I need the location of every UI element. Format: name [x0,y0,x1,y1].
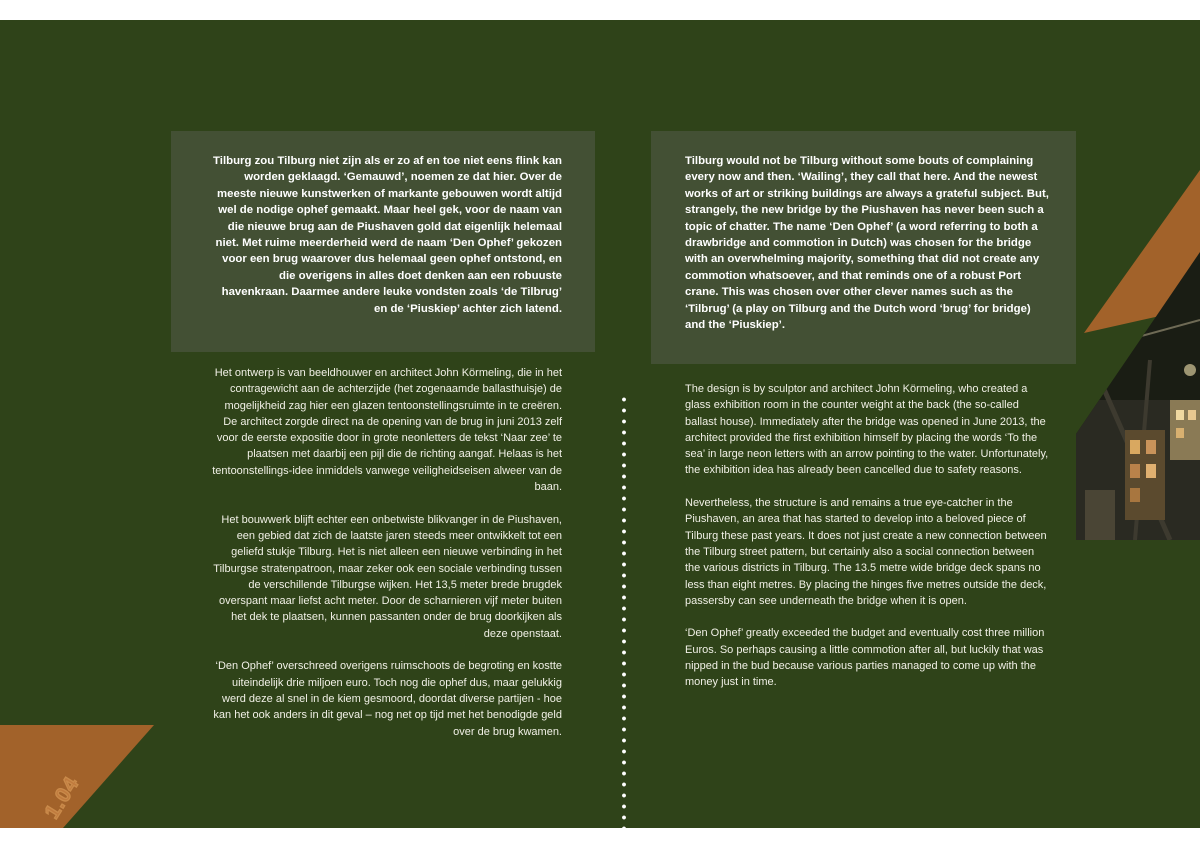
lead-box-dutch [171,131,595,352]
accent-stripe-bottom-left [0,725,154,828]
lead-text-dutch: Tilburg zou Tilburg niet zijn als er zo af en toe niet eens flink kan worden geklaagd. ‘Gemauwd’, noemen ze dat hier. Over de meeste nieuwe kunstwerken of markante gebouwen wordt altijd wel de nodige ophef gemaakt. Maar heel gek, voor de naam van die nieuwe brug aan de Piushaven gold dat eigenlijk helemaal niet. Met ruime meerderheid werd de naam ‘Den Ophef’ gekozen voor een brug waarover dus helemaal geen ophef ontstond, en die overigens in alles doet denken aan een robuuste havenkraan. Daarmee andere leuke vondsten zoals ‘de Tilbrug’ en de ‘Piuskiep’ achter zich latend. [213,155,562,315]
paragraph: Het bouwwerk blijft echter een onbetwiste blikvanger in de Piushaven, een gebied dat zich de laatste jaren steeds meer ontwikkelt tot een geliefd stukje Tilburg. Het is niet alleen een nieuwe verbinding in het Tilburgse stratenpatroon, maar zeker ook een sociale verbinding tussen de verschillende Tilburgse wijken. Het 13,5 meter brede brugdek overspant maar liefst acht meter. Door de scharnieren vijf meter buiten het dek te plaatsen, kunnen passanten onder de brug doorkijken als deze openstaat. [213,513,562,640]
paragraph: Het ontwerp is van beeldhouwer en architect John Körmeling, die in het contragewicht aan de achterzijde (het zogenaamde ballasthuisje) de mogelijkheid zag hier een glazen tentoonstellingsruimte in te creëren. De architect zorgde direct na de opening van de brug in juni 2013 zelf voor de eerste expositie door in grote neonletters de tekst ‘Naar zee’ te plaatsen met daarbij een pijl die de richting aangaf. Helaas is het tentoonstellings-idee inmiddels vanwege veiligheidseisen alweer van de baan. [212,367,562,494]
body-column-english [685,381,1049,707]
dotted-divider [621,394,627,828]
paragraph: The design is by sculptor and architect John Körmeling, who created a glass exhibition room in the counter weight at the back (the so-called ballast house). Immediately after the bridge was opened in June 2013, the architect provided the first exhibition himself by placing the words ‘To the sea’ in large neon letters with an arrow pointing to the water. Unfortunately, the exhibition idea has already been cancelled due to safety reasons. [685,383,1049,477]
lead-text-english: Tilburg would not be Tilburg without some bouts of complaining every now and then. ‘Wailing’, they call that here. And the newest works of art or striking buildings are always a grateful subject. But, strangely, the new bridge by the Piushaven has never been such a topic of chatter. The name ‘Den Ophef’ (a word referring to both a drawbridge and commotion in Dutch) was chosen for the bridge with an overwhelming majority, something that did not create any commotion whatsoever, and that reminds one of a robust Port crane. This was chosen over other clever names such as the ‘Tilbrug’ (a play on Tilburg and the Dutch word ‘brug’ for bridge) and the ‘Piuskiep’. [685,155,1049,332]
lead-box-english [651,131,1076,364]
paragraph: Nevertheless, the structure is and remains a true eye-catcher in the Piushaven, an area that has started to develop into a beloved piece of Tilburg these past years. It does not just create a new connection between the Tilburg street pattern, but certainly also a social connection between the various districts in Tilburg. The 13.5 metre wide bridge deck spans no less than eight metres. By placing the hinges five metres outside the deck, passersby can see underneath the bridge when it is open. [685,497,1047,607]
page-number-label: 1.04 [40,772,84,823]
paragraph: ‘Den Ophef’ greatly exceeded the budget and eventually cost three million Euros. So perhaps causing a little commotion after all, but luckily that was nipped in the bud because various parties managed to come up with the money just in time. [685,627,1045,689]
page-spread [0,20,1200,828]
body-column-dutch [210,365,562,756]
paragraph: ‘Den Ophef’ overschreed overigens ruimschoots de begroting en kostte uiteindelijk drie miljoen euro. Toch nog die ophef dus, maar gelukkig werd deze al snel in de kiem gesmoord, doordat diverse partijen - hoe kan het ook anders in dit geval – nog net op tijd met het benodigde geld over de brug kwamen. [213,660,562,738]
